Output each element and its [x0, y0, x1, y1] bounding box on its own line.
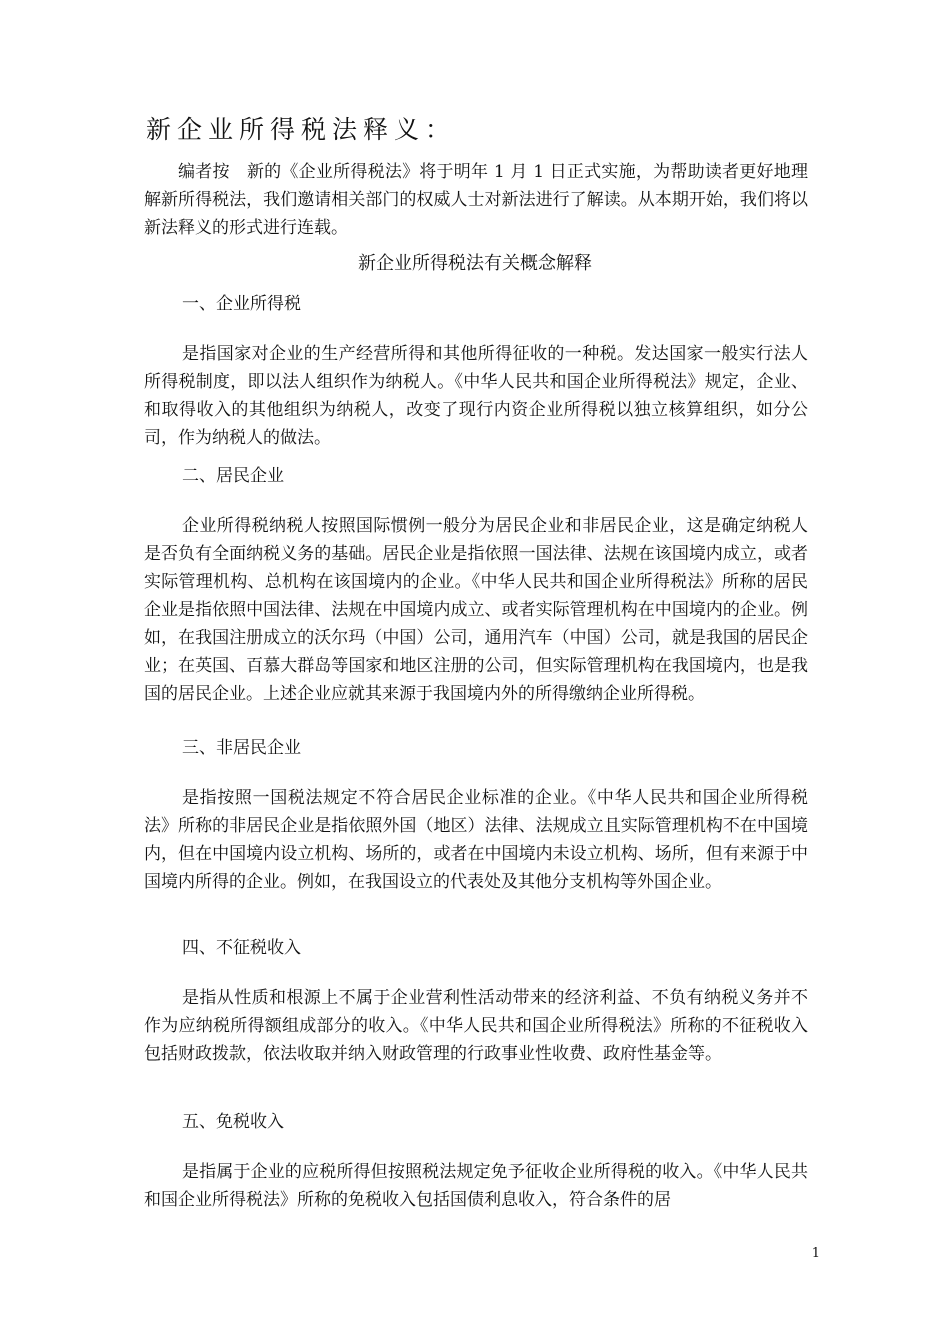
- paragraph-resident-enterprise: 企业所得税纳税人按照国际惯例一般分为居民企业和非居民企业，这是确定纳税人是否负有全面纳税义务的基础。居民企业是指依照一国法律、法规在该国境内成立，或者实际管理机构、总机构在该国境内的企业。《中华人民共和国企业所得税法》所称的居民企业是指依照中国法律、法规在中国境内成立、或者实际管理机构在中国境内的企业。例如，在我国注册成立的沃尔玛（中国）公司，通用汽车（中国）公司，就是我国的居民企业；在英国、百慕大群岛等国家和地区注册的公司，但实际管理机构在我国境内，也是我国的居民企业。上述企业应就其来源于我国境内外的所得缴纳企业所得税。: [144, 516, 808, 704]
- heading-non-taxable-income: 四、不征税收入: [182, 938, 301, 958]
- paragraph-tax-exempt-income: 是指属于企业的应税所得但按照税法规定免予征收企业所得税的收入。《中华人民共和国企业所得税法》所称的免税收入包括国债利息收入，符合条件的居: [144, 1162, 808, 1210]
- paragraph-corporate-income-tax: 是指国家对企业的生产经营所得和其他所得征收的一种税。发达国家一般实行法人所得税制度，即以法人组织作为纳税人。《中华人民共和国企业所得税法》规定，企业、和取得收入的其他组织为纳税人，改变了现行内资企业所得税以独立核算组织，如分公司，作为纳税人的做法。: [144, 344, 808, 448]
- paragraph-non-taxable-income: 是指从性质和根源上不属于企业营利性活动带来的经济利益、不负有纳税义务并不作为应纳税所得额组成部分的收入。《中华人民共和国企业所得税法》所称的不征税收入包括财政拨款，依法收取并纳入财政管理的行政事业性收费、政府性基金等。: [144, 988, 808, 1064]
- editor-note: 编者按 新的《企业所得税法》将于明年 1 月 1 日正式实施，为帮助读者更好地理解新所得税法，我们邀请相关部门的权威人士对新法进行了解读。从本期开始，我们将以新法释义的形式进行连载。: [144, 162, 808, 238]
- section-subtitle: 新企业所得税法有关概念解释: [358, 253, 592, 274]
- heading-corporate-income-tax: 一、企业所得税: [182, 294, 301, 314]
- heading-resident-enterprise: 二、居民企业: [182, 466, 284, 486]
- document-title: 新企业所得税法释义：: [146, 115, 457, 144]
- heading-tax-exempt-income: 五、免税收入: [182, 1112, 284, 1132]
- paragraph-non-resident-enterprise: 是指按照一国税法规定不符合居民企业标准的企业。《中华人民共和国企业所得税法》所称的非居民企业是指依照外国（地区）法律、法规成立且实际管理机构不在中国境内，但在中国境内设立机构、场所的，或者在中国境内未设立机构、场所，但有来源于中国境内所得的企业。例如，在我国设立的代表处及其他分支机构等外国企业。: [144, 788, 808, 892]
- heading-non-resident-enterprise: 三、非居民企业: [182, 738, 301, 758]
- page-number: 1: [811, 1246, 820, 1261]
